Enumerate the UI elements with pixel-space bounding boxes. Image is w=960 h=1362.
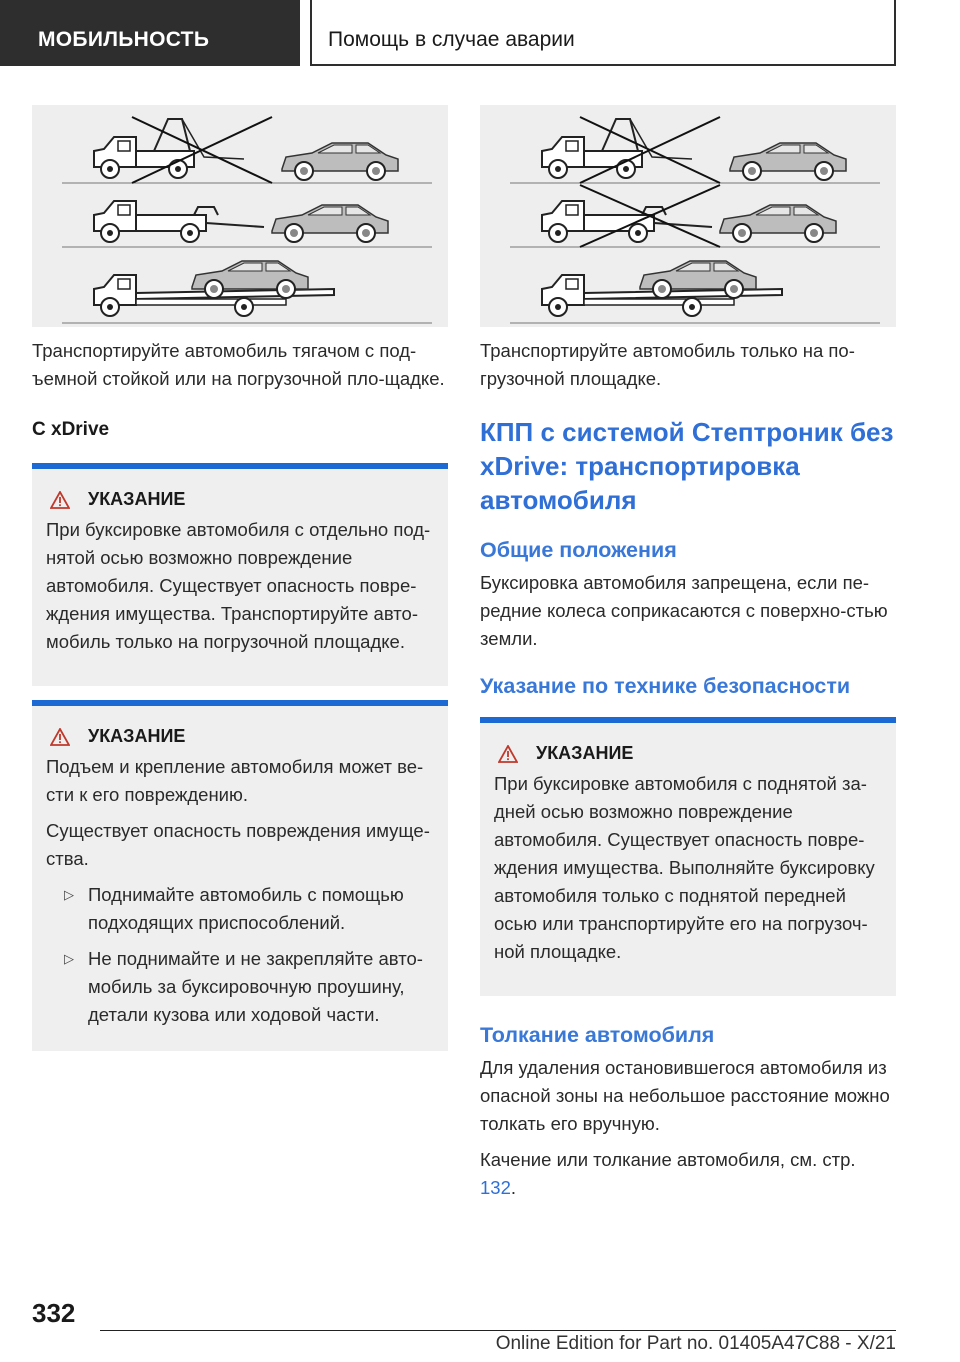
reference-end: . [510, 1177, 517, 1198]
general-text: Буксировка автомобиля запрещена, если пе-редние колеса соприкасаются с поверхно-стью земли. [480, 572, 888, 649]
push-text: Для удаления остановившегося автомобиля из опасной зоны на небольшое расстояние можно толкать его вручную. [480, 1057, 890, 1134]
right-column [480, 105, 896, 1202]
warning-box-3 [480, 717, 896, 996]
warning-title-text: УКАЗАНИЕ [536, 743, 634, 763]
bullet-triangle-icon: ▷ [64, 951, 74, 966]
warning-title [50, 726, 434, 747]
footer-divider [100, 1330, 896, 1331]
chapter-title: Помощь в случае аварии [310, 0, 896, 66]
warning-text: Существует опасность повреждения имуще-ства. [46, 820, 430, 869]
towing-illustration-right [480, 105, 896, 327]
list-item-text: Не поднимайте и не закрепляйте авто-мобиль за буксировочную проушину, детали кузова или ходовой части. [88, 948, 423, 1025]
reference-label: Качение или толкание автомобиля, см. стр. [480, 1149, 856, 1170]
section-heading: КПП с системой Стептроник без xDrive: транспортировка автомобиля [480, 417, 894, 515]
list-item [46, 881, 434, 937]
edition-info: Online Edition for Part no. 01405A47C88 - X/21 [495, 1333, 896, 1354]
page-reference-link[interactable]: 132 [480, 1177, 511, 1198]
warning-text: При буксировке автомобиля с поднятой за-дней осью возможно повреждение автомобиля. Существует опасность повре-ждения имущества. Выполняйте буксировку автомобиля только с поднятой передней осью или транспортируйте его на погрузоч-ной площадке. [494, 773, 875, 962]
list-item [46, 945, 434, 1029]
subheading-safety: Указание по технике безопасности [480, 674, 851, 698]
warning-title-text: УКАЗАНИЕ [88, 726, 186, 746]
figure-caption-left: Транспортируйте автомобиль тягачом с под-ъемной стойкой или на погрузочной пло-щадке. [32, 340, 445, 389]
list-item-text: Поднимайте автомобиль с помощью подходящих приспособлений. [88, 884, 404, 933]
section-title: МОБИЛЬНОСТЬ [0, 0, 300, 66]
left-column [32, 105, 448, 1051]
page-header [0, 0, 960, 66]
warning-text: При буксировке автомобиля с отдельно под-нятой осью возможно повреждение автомобиля. Существует опасность повре-ждения имущества. Транспортируйте авто-мобиль только на погрузочной площадке. [46, 519, 431, 652]
warning-title [498, 743, 882, 764]
towing-illustration-left [32, 105, 448, 327]
figure-caption-right: Транспортируйте автомобиль только на по-грузочной площадке. [480, 340, 855, 389]
page-number: 332 [32, 1298, 76, 1328]
subheading-push: Толкание автомобиля [480, 1023, 715, 1047]
warning-triangle-icon [50, 491, 70, 509]
warning-triangle-icon [498, 745, 518, 763]
warning-title [50, 489, 434, 510]
reference-text [480, 1146, 896, 1202]
subheading-general: Общие положения [480, 538, 677, 562]
warning-triangle-icon [50, 728, 70, 746]
bullet-triangle-icon: ▷ [64, 887, 74, 902]
warning-box-1 [32, 463, 448, 686]
xdrive-subhead: С xDrive [32, 419, 110, 440]
warning-box-2 [32, 700, 448, 1051]
warning-title-text: УКАЗАНИЕ [88, 489, 186, 509]
warning-text: Подъем и крепление автомобиля может ве-сти к его повреждению. [46, 756, 424, 805]
